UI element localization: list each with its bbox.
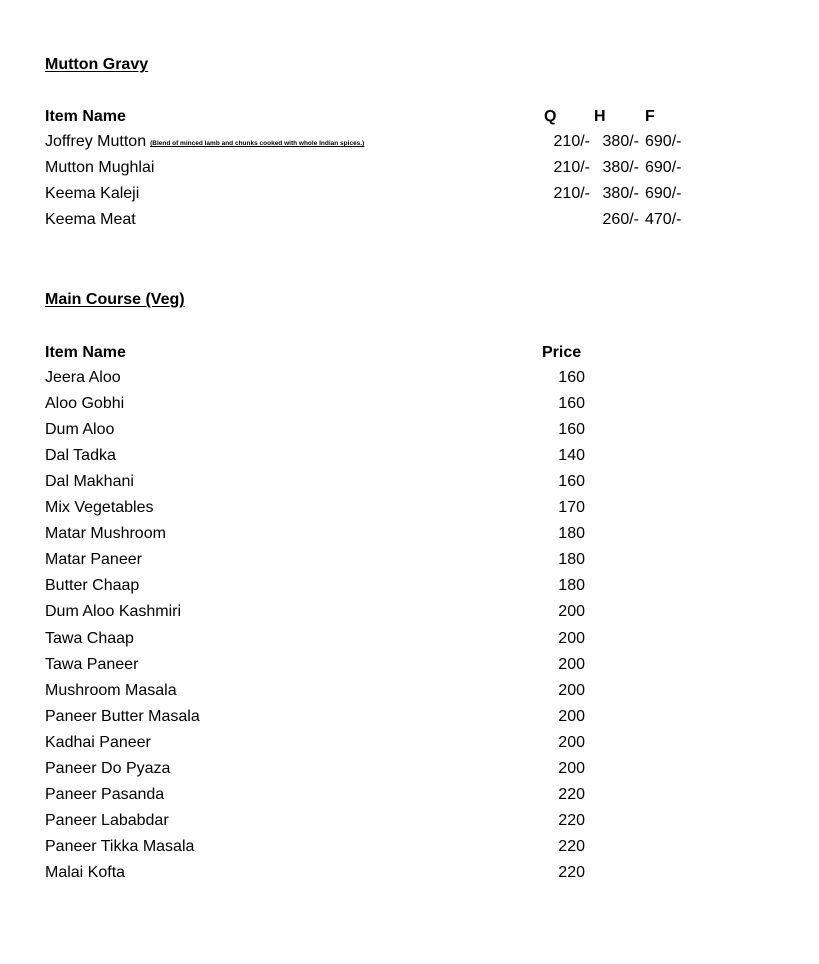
list-item (0, 603, 819, 629)
header-full: F (645, 108, 655, 125)
item-name: Tawa Paneer (45, 655, 139, 673)
header-quarter: Q (544, 108, 557, 125)
item-name: Dal Makhani (45, 473, 134, 491)
price-full: 690/- (645, 185, 682, 202)
list-item (0, 551, 819, 577)
price-half: 380/- (602, 159, 639, 176)
item-price: 170 (558, 499, 585, 517)
item-name-text: Joffrey Mutton (45, 133, 147, 150)
header-item-name: Item Name (45, 108, 126, 125)
item-price: 160 (558, 421, 585, 439)
item-name: Tawa Chaap (45, 629, 134, 647)
item-price: 200 (558, 629, 585, 647)
item-price: 200 (558, 733, 585, 751)
item-name: Mushroom Masala (45, 681, 177, 699)
price-full: 690/- (645, 133, 682, 150)
item-price: 160 (558, 473, 585, 491)
price-half: 380/- (602, 185, 639, 202)
section-title-main-course-veg: Main Course (Veg) (45, 291, 185, 308)
item-name-text: Keema Kaleji (45, 185, 140, 202)
item-name: Matar Mushroom (45, 525, 166, 543)
list-item (0, 395, 819, 421)
item-price: 200 (558, 707, 585, 725)
item-name: Dum Aloo (45, 421, 115, 439)
list-item (0, 734, 819, 760)
list-item (0, 786, 819, 812)
item-name: Mix Vegetables (45, 499, 154, 517)
item-name (45, 185, 139, 203)
item-price: 220 (558, 863, 585, 881)
header-price: Price (542, 344, 582, 361)
list-item (0, 499, 819, 525)
list-item (0, 133, 819, 159)
item-name (45, 133, 364, 151)
item-name: Kadhai Paneer (45, 733, 151, 751)
price-full: 470/- (645, 211, 682, 228)
item-price: 200 (558, 759, 585, 777)
list-item (0, 812, 819, 838)
header-half: H (594, 108, 606, 125)
item-price: 220 (558, 785, 585, 803)
item-price: 160 (558, 369, 585, 386)
item-price: 200 (558, 603, 585, 621)
list-item (0, 577, 819, 603)
price-quarter: 210/- (553, 133, 590, 150)
item-name: Aloo Gobhi (45, 395, 125, 413)
item-price: 180 (558, 551, 585, 569)
list-item (0, 211, 819, 237)
item-note: (Blend of minced lamb and chunks cooked with whole Indian spices.) (150, 140, 365, 147)
list-item (0, 447, 819, 473)
item-name: Paneer Do Pyaza (45, 759, 171, 777)
item-price: 200 (558, 681, 585, 699)
item-name: Paneer Tikka Masala (45, 837, 195, 855)
list-item (0, 159, 819, 185)
item-name-text: Keema Meat (45, 211, 136, 228)
item-price: 220 (558, 811, 585, 829)
item-price: 200 (558, 655, 585, 673)
list-item (0, 421, 819, 447)
list-item (0, 708, 819, 734)
price-full: 690/- (645, 159, 682, 176)
list-item (0, 760, 819, 786)
price-quarter: 210/- (553, 159, 590, 176)
item-name: Butter Chaap (45, 577, 140, 595)
list-item (0, 473, 819, 499)
item-name: Dum Aloo Kashmiri (45, 603, 182, 621)
list-item (0, 369, 819, 395)
item-price: 140 (558, 447, 585, 465)
list-item (0, 682, 819, 708)
price-quarter: 210/- (553, 185, 590, 202)
item-name (45, 211, 136, 229)
item-name: Dal Tadka (45, 447, 116, 465)
item-price: 180 (558, 577, 585, 595)
item-name-text: Mutton Mughlai (45, 159, 155, 176)
section-title-mutton-gravy: Mutton Gravy (45, 56, 149, 73)
item-price: 220 (558, 837, 585, 855)
list-item (0, 185, 819, 211)
list-item (0, 630, 819, 656)
header-item-name-veg: Item Name (45, 344, 126, 361)
list-item (0, 838, 819, 864)
list-item (0, 525, 819, 551)
list-item (0, 864, 819, 890)
price-half: 380/- (602, 133, 639, 150)
item-name: Malai Kofta (45, 863, 126, 881)
item-name: Paneer Pasanda (45, 785, 165, 803)
item-name: Paneer Lababdar (45, 811, 169, 829)
item-price: 180 (558, 525, 585, 543)
item-name: Matar Paneer (45, 551, 142, 569)
list-item (0, 656, 819, 682)
price-half: 260/- (602, 211, 639, 228)
item-price: 160 (558, 395, 585, 413)
item-name: Jeera Aloo (45, 369, 121, 386)
item-name (45, 159, 154, 177)
item-name: Paneer Butter Masala (45, 707, 200, 725)
